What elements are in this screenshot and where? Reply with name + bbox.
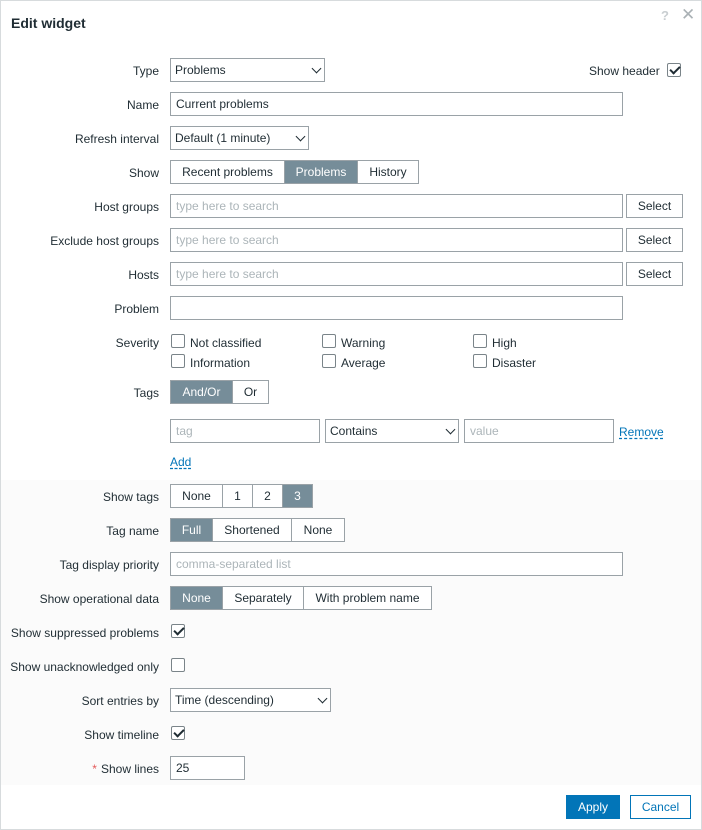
chevron-down-icon bbox=[296, 132, 306, 142]
show-tags-label: Show tags bbox=[102, 490, 159, 504]
show-tags-option-none[interactable]: None bbox=[171, 485, 222, 507]
severity-disaster-label: Disaster bbox=[492, 356, 537, 370]
name-input[interactable]: Current problems bbox=[170, 92, 623, 116]
refresh-interval-select[interactable] bbox=[170, 126, 309, 150]
show-timeline-checkbox[interactable] bbox=[171, 726, 185, 740]
show-tags-option-3[interactable]: 3 bbox=[282, 485, 312, 507]
hosts-select-button[interactable]: Select bbox=[626, 262, 683, 286]
show-lines-input[interactable]: 25 bbox=[170, 756, 245, 780]
tags-option-and-or[interactable]: And/Or bbox=[171, 381, 232, 403]
operational-data-option-separately[interactable]: Separately bbox=[222, 587, 303, 609]
show-suppressed-label: Show suppressed problems bbox=[10, 626, 159, 640]
help-icon[interactable]: ? bbox=[661, 7, 669, 23]
show-operational-data-label: Show operational data bbox=[39, 592, 159, 606]
hosts-input[interactable] bbox=[170, 262, 623, 286]
show-tags-option-1[interactable]: 1 bbox=[222, 485, 252, 507]
show-tags-segmented bbox=[170, 484, 313, 508]
tag-name-label: Tag name bbox=[106, 524, 159, 538]
hosts-label: Hosts bbox=[128, 268, 159, 282]
refresh-interval-value: Default (1 minute) bbox=[175, 131, 271, 145]
severity-label: Severity bbox=[115, 336, 159, 350]
tag-name-placeholder: tag bbox=[176, 424, 193, 438]
exclude-host-groups-label: Exclude host groups bbox=[50, 234, 159, 248]
show-lines-label: * Show lines bbox=[92, 762, 159, 776]
host-groups-placeholder: type here to search bbox=[176, 199, 279, 213]
show-option-recent-problems[interactable]: Recent problems bbox=[171, 161, 284, 183]
severity-information-checkbox[interactable] bbox=[171, 354, 185, 368]
show-tags-option-2[interactable]: 2 bbox=[252, 485, 282, 507]
refresh-interval-label: Refresh interval bbox=[74, 132, 159, 146]
tag-name-input[interactable] bbox=[170, 419, 320, 443]
show-unacknowledged-label: Show unacknowledged only bbox=[10, 660, 159, 674]
dialog-title: Edit widget bbox=[11, 15, 86, 31]
problem-input[interactable] bbox=[170, 296, 623, 320]
show-header-checkbox[interactable] bbox=[667, 63, 681, 77]
type-select-value: Problems bbox=[175, 63, 226, 77]
severity-high-label: High bbox=[492, 336, 517, 350]
severity-not-classified-label: Not classified bbox=[190, 336, 262, 350]
tag-display-priority-label: Tag display priority bbox=[59, 558, 159, 572]
exclude-host-groups-input[interactable] bbox=[170, 228, 623, 252]
tag-display-priority-placeholder: comma-separated list bbox=[176, 557, 291, 571]
chevron-down-icon bbox=[446, 425, 456, 435]
tag-value-input[interactable] bbox=[464, 419, 614, 443]
show-suppressed-checkbox[interactable] bbox=[171, 624, 185, 638]
tag-name-option-full[interactable]: Full bbox=[171, 519, 212, 541]
host-groups-label: Host groups bbox=[94, 200, 159, 214]
tags-evaltype-segmented bbox=[170, 380, 269, 404]
problem-label: Problem bbox=[114, 302, 159, 316]
chevron-down-icon bbox=[318, 694, 328, 704]
operational-data-option-with-problem-name[interactable]: With problem name bbox=[303, 587, 431, 609]
sort-entries-value: Time (descending) bbox=[175, 693, 274, 707]
tags-label: Tags bbox=[133, 386, 159, 400]
chevron-down-icon bbox=[312, 64, 322, 74]
show-segmented bbox=[170, 160, 419, 184]
show-unacknowledged-checkbox[interactable] bbox=[171, 658, 185, 672]
type-label: Type bbox=[132, 64, 159, 78]
tag-operator-value: Contains bbox=[330, 424, 378, 438]
severity-not-classified-checkbox[interactable] bbox=[171, 334, 185, 348]
dialog-header-icons bbox=[659, 5, 696, 24]
severity-warning-checkbox[interactable] bbox=[322, 334, 336, 348]
show-label: Show bbox=[128, 166, 159, 180]
close-icon[interactable]: ✕ bbox=[681, 5, 696, 24]
severity-average-label: Average bbox=[341, 356, 386, 370]
name-label: Name bbox=[126, 98, 159, 112]
sort-entries-label: Sort entries by bbox=[81, 694, 159, 708]
type-select[interactable] bbox=[170, 58, 325, 82]
severity-disaster-checkbox[interactable] bbox=[473, 354, 487, 368]
tag-name-option-none[interactable]: None bbox=[291, 519, 344, 541]
severity-warning-label: Warning bbox=[341, 336, 386, 350]
severity-high-checkbox[interactable] bbox=[473, 334, 487, 348]
tag-operator-select[interactable] bbox=[325, 419, 459, 443]
tag-name-segmented bbox=[170, 518, 345, 542]
show-timeline-label: Show timeline bbox=[84, 728, 159, 742]
tag-remove-link[interactable]: Remove bbox=[619, 425, 664, 439]
show-option-history[interactable]: History bbox=[357, 161, 418, 183]
show-operational-data-segmented bbox=[170, 586, 432, 610]
severity-average-checkbox[interactable] bbox=[322, 354, 336, 368]
show-header-label: Show header bbox=[589, 64, 660, 78]
show-option-problems[interactable]: Problems bbox=[284, 161, 357, 183]
tag-name-option-shortened[interactable]: Shortened bbox=[212, 519, 291, 541]
exclude-host-groups-placeholder: type here to search bbox=[176, 233, 279, 247]
sort-entries-select[interactable] bbox=[170, 688, 331, 712]
hosts-placeholder: type here to search bbox=[176, 267, 279, 281]
tag-display-priority-input[interactable] bbox=[170, 552, 623, 576]
apply-button[interactable]: Apply bbox=[566, 795, 620, 819]
host-groups-input[interactable] bbox=[170, 194, 623, 218]
cancel-button[interactable]: Cancel bbox=[630, 795, 691, 819]
tags-option-or[interactable]: Or bbox=[232, 381, 268, 403]
tag-add-link[interactable]: Add bbox=[170, 455, 192, 469]
operational-data-option-none[interactable]: None bbox=[171, 587, 222, 609]
severity-information-label: Information bbox=[190, 356, 251, 370]
exclude-host-groups-select-button[interactable]: Select bbox=[626, 228, 683, 252]
tag-value-placeholder: value bbox=[470, 424, 499, 438]
host-groups-select-button[interactable]: Select bbox=[626, 194, 683, 218]
